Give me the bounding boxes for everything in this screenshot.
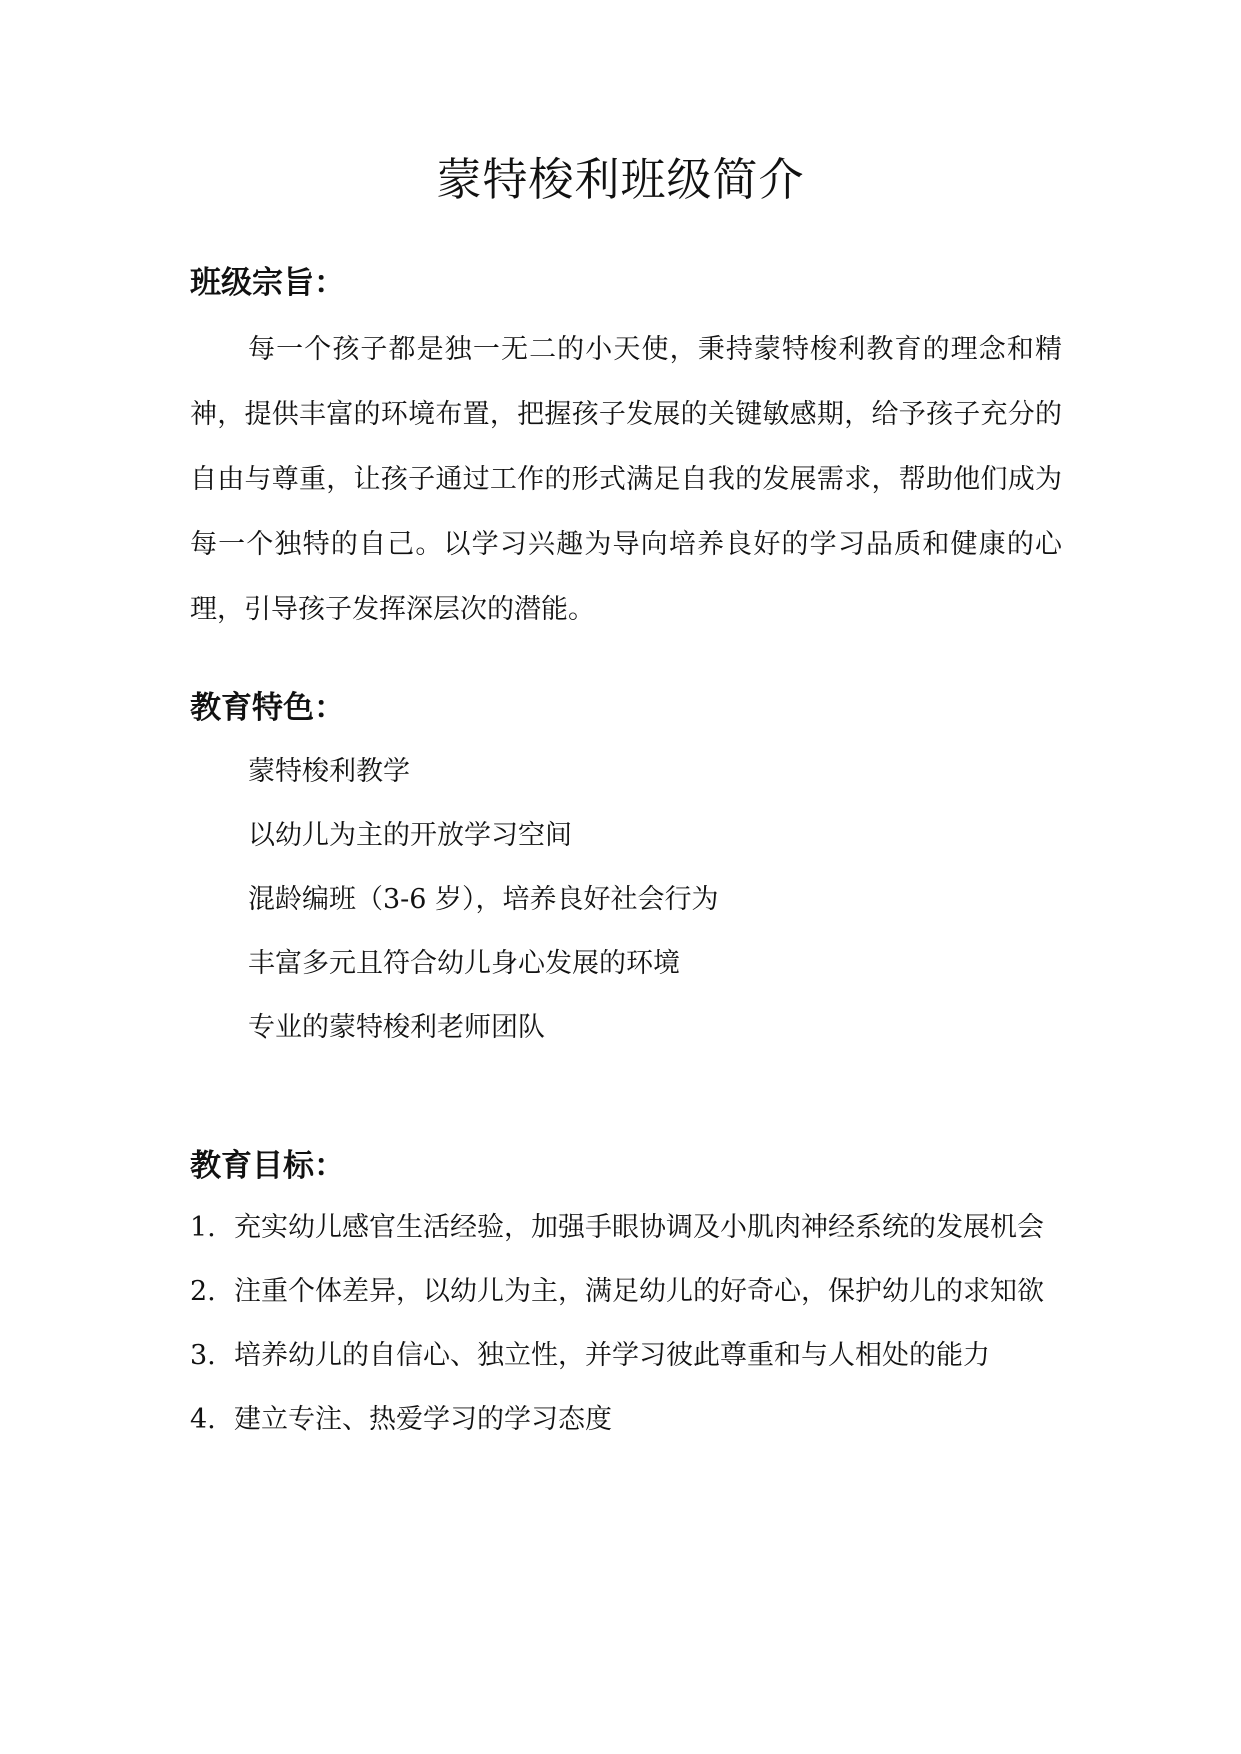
purpose-paragraph: 每一个孩子都是独一无二的小天使，秉持蒙特梭利教育的理念和精神，提供丰富的环境布置，把握孩子发展的关键敏感期，给予孩子充分的自由与尊重，让孩子通过工作的形式满足自我的发展需求，帮助他们成为每一个独特的自己。以学习兴趣为导向培养良好的学习品质和健康的心理，引导孩子发挥深层次的潜能。	[190, 334, 1062, 625]
goals-heading: 教育目标：	[190, 1148, 345, 1184]
goals-list	[190, 1196, 1062, 1452]
list-number: 2.	[190, 1276, 216, 1307]
list-item	[190, 1324, 1062, 1388]
page-title: 蒙特梭利班级简介	[436, 153, 805, 206]
list-item	[190, 1196, 1062, 1260]
list-item-text: 注重个体差异，以幼儿为主，满足幼儿的好奇心，保护幼儿的求知欲	[234, 1276, 1044, 1307]
list-number: 4.	[190, 1404, 216, 1435]
list-item: 专业的蒙特梭利老师团队	[248, 1012, 545, 1043]
list-number: 3.	[190, 1340, 216, 1371]
list-item-text: 培养幼儿的自信心、独立性，并学习彼此尊重和与人相处的能力	[234, 1340, 990, 1371]
list-item	[190, 1260, 1062, 1324]
list-item: 以幼儿为主的开放学习空间	[248, 820, 572, 851]
features-heading: 教育特色：	[190, 690, 345, 726]
list-item: 蒙特梭利教学	[248, 756, 410, 787]
list-item-text: 建立专注、热爱学习的学习态度	[234, 1404, 612, 1435]
list-item: 混龄编班（3-6 岁），培养良好社会行为	[248, 884, 719, 915]
list-item-text: 充实幼儿感官生活经验，加强手眼协调及小肌肉神经系统的发展机会	[234, 1212, 1044, 1243]
features-list	[248, 740, 719, 1060]
list-item	[190, 1388, 1062, 1452]
purpose-heading: 班级宗旨：	[190, 265, 345, 301]
list-item: 丰富多元且符合幼儿身心发展的环境	[248, 948, 680, 979]
list-number: 1.	[190, 1212, 216, 1243]
